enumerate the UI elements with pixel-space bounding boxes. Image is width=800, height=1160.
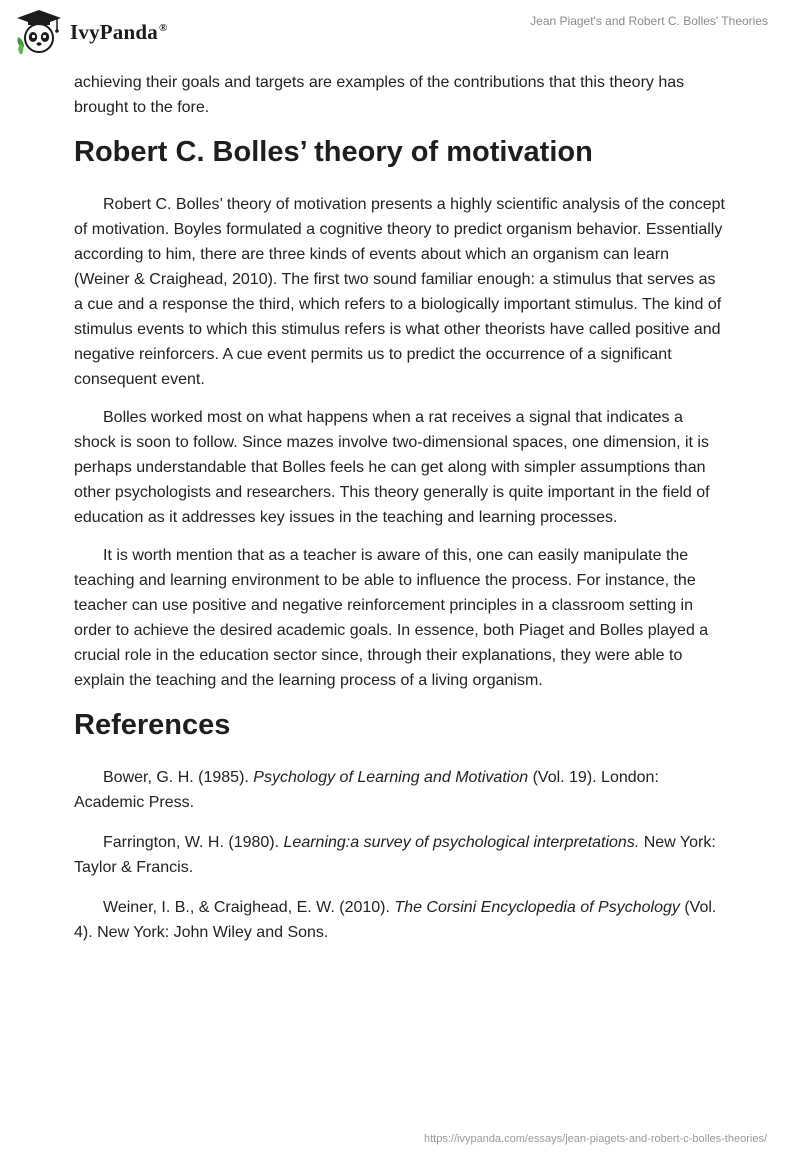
- source-url-link[interactable]: https://ivypanda.com/essays/jean-piagets-and-robert-c-bolles-theories/: [424, 1133, 767, 1145]
- ivypanda-logo[interactable]: [14, 8, 167, 56]
- essay-body: [74, 70, 726, 960]
- intro-paragraph: achieving their goals and targets are examples of the contributions that this theory has brought to the fore.: [74, 74, 685, 116]
- reference-item: Bower, G. H. (1985). Psychology of Learning and Motivation (Vol. 19). London: Academic Press.: [74, 769, 659, 811]
- page-header: [0, 0, 800, 60]
- reference-item: Weiner, I. B., & Craighead, E. W. (2010). The Corsini Encyclopedia of Psychology (Vol. 4). New York: John Wiley and Sons.: [74, 899, 717, 941]
- document-title: Jean Piaget's and Robert C. Bolles' Theories: [530, 14, 768, 28]
- reference-item: Farrington, W. H. (1980). Learning:a survey of psychological interpretations. New York: Taylor & Francis.: [74, 834, 716, 876]
- references-heading: References: [74, 709, 231, 741]
- body-paragraph: Bolles worked most on what happens when a rat receives a signal that indicates a shock is soon to follow. Since mazes involve two-dimensional spaces, one dimension, it is perhaps understandable that Bolles feels he can get along with simpler assumptions than other psychologists and researchers. This theory generally is quite important in the field of education as it addresses key issues in the teaching and learning processes.: [74, 409, 710, 526]
- logo-wordmark: IvyPanda®: [70, 19, 168, 44]
- body-paragraph: It is worth mention that as a teacher is aware of this, one can easily manipulate the teaching and learning environment to be able to influence the process. For instance, the teacher can use positive and negative reinforcement principles in a classroom setting in order to achieve the desired academic goals. In essence, both Piaget and Bolles played a crucial role in the education sector since, through their explanations, they were able to explain the teaching and the learning process of a living organism.: [74, 547, 709, 689]
- panda-logo-icon: [14, 8, 64, 56]
- section-heading-bolles: Robert C. Bolles’ theory of motivation: [74, 136, 593, 168]
- body-paragraph: Robert C. Bolles’ theory of motivation presents a highly scientific analysis of the concept of motivation. Boyles formulated a cognitive theory to predict organism behavior. Essentially according to him, there are three kinds of events about which an organism can learn (Weiner & Craighead, 2010). The first two sound familiar enough: a stimulus that serves as a cue and a response the third, which refers to a biologically important stimulus. The kind of stimulus events to which this stimulus refers is what other theorists have called positive and negative reinforcers. A cue event permits us to predict the occurrence of a significant consequent event.: [74, 196, 725, 388]
